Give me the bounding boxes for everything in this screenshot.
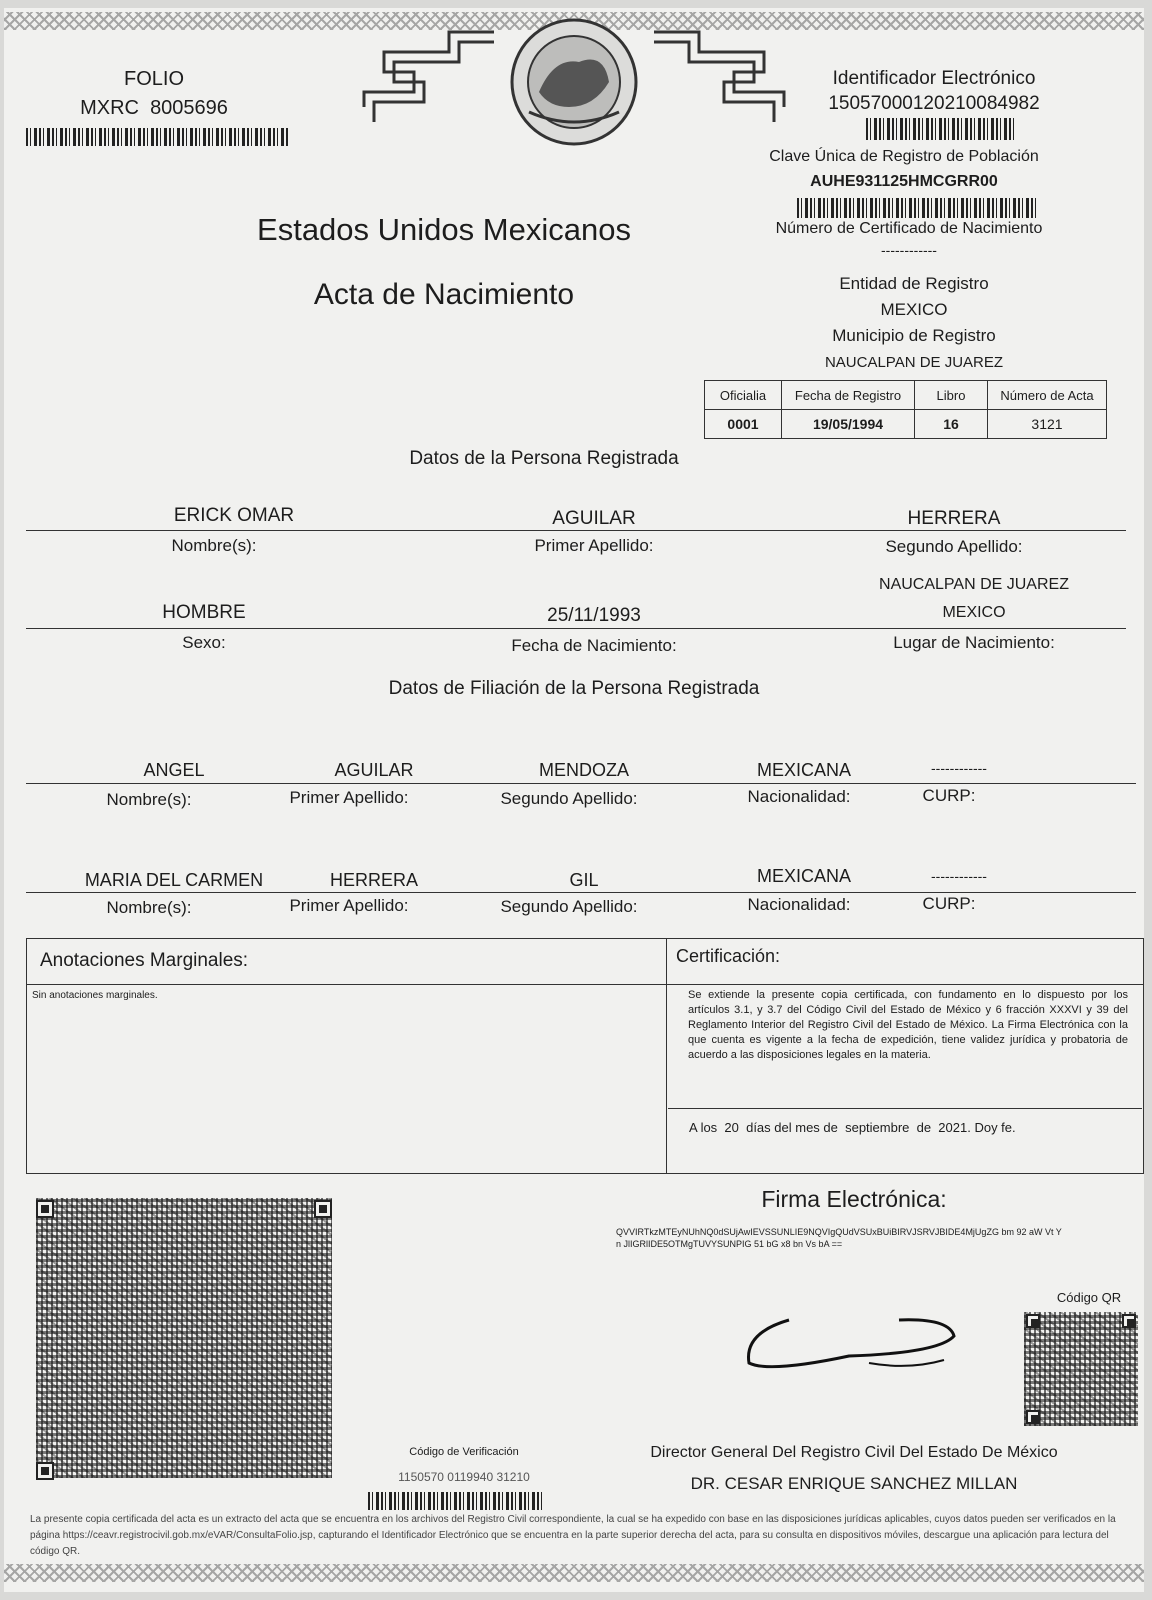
electronic-id-value: 15057000120210084982 — [828, 93, 1040, 114]
person-second-surname: HERRERA — [907, 508, 1001, 529]
national-seal-emblem — [354, 12, 794, 147]
person-first-surname: AGUILAR — [552, 508, 636, 529]
certificate-number-label: Número de Certificado de Nacimiento — [775, 220, 1043, 237]
verification-barcode — [368, 1492, 544, 1510]
table-cell-fecha-registro: 19/05/1994 — [782, 410, 915, 439]
box-divider-vertical — [666, 938, 667, 1174]
first-surname-label: Primer Apellido: — [534, 536, 654, 555]
handwritten-signature — [739, 1308, 969, 1388]
qr-code-label: Código QR — [1056, 1290, 1122, 1305]
curp-label: Clave Única de Registro de Población — [769, 148, 1039, 165]
registration-municipality-value: NAUCALPAN DE JUAREZ — [824, 354, 1004, 371]
verification-code-value: 1150570 0119940 31210 — [398, 1470, 530, 1484]
electronic-signature-hash: QVVIRTkzMTEyNUhNQ0dSUjAwIEVSSUNLIE9NQVIgQUdVSUxBUiBIRVJSRVJBIDE4MjUgZG bm 92 aW Vt Yn JlIGRlIDE5OTMgTUVYSUNPIG 51 bG x8 bn Vs bA == — [616, 1227, 1062, 1249]
table-cell-libro: 16 — [915, 410, 988, 439]
father-curp-label: CURP: — [922, 786, 976, 805]
father-line — [26, 783, 1136, 784]
father-first-surname-label: Primer Apellido: — [289, 788, 409, 807]
person-given-name: ERICK OMAR — [173, 505, 295, 526]
father-nationality-label: Nacionalidad: — [747, 787, 851, 806]
father-second-surname-label: Segundo Apellido: — [500, 789, 638, 808]
given-name-label: Nombre(s): — [171, 536, 257, 555]
certificate-number-value: ------------ — [881, 242, 937, 258]
certification-text: Se extiende la presente copia certificada, con fundamento en lo dispuesto por los artículos 3.1, y 3.7 del Código Civil del Estado de México y 6 fracción XXXVI y 39 del Reglamento Interior del Registro Civil del Estado de México. La Firma Electrónica con la que cuenta es vigente a la fecha de expedición, tiene validez jurídica y probatoria de acuerdo a las disposiciones legales en la materia. — [688, 989, 1128, 1061]
table-header-libro: Libro — [915, 381, 988, 410]
director-title: Director General Del Registro Civil Del Estado De México — [650, 1444, 1058, 1461]
mother-first-surname-label: Primer Apellido: — [289, 896, 409, 915]
father-second-surname: MENDOZA — [539, 760, 629, 780]
electronic-id-barcode — [866, 118, 1016, 140]
person-sex: HOMBRE — [162, 602, 246, 623]
registration-table — [704, 380, 1107, 439]
curp-barcode — [797, 198, 1037, 218]
birthplace-label: Lugar de Nacimiento: — [893, 633, 1055, 652]
box-header-line — [26, 984, 1144, 985]
director-name: DR. CESAR ENRIQUE SANCHEZ MILLAN — [690, 1474, 1018, 1493]
person-name-line — [26, 530, 1126, 531]
mother-curp: ------------ — [931, 868, 987, 884]
birth-date-label: Fecha de Nacimiento: — [511, 636, 677, 655]
birthplace-entity: MEXICO — [942, 604, 1006, 621]
bottom-border-pattern — [4, 1564, 1144, 1582]
certification-date-line — [668, 1108, 1142, 1109]
father-given-name-label: Nombre(s): — [106, 790, 192, 809]
certification-date: A los 20 días del mes de septiembre de 2021. Doy fe. — [689, 1120, 1016, 1135]
father-nationality: MEXICANA — [756, 760, 852, 780]
mother-second-surname: GIL — [569, 870, 599, 890]
mother-line — [26, 892, 1136, 893]
table-header-fecha-registro: Fecha de Registro — [782, 381, 915, 410]
mother-nationality-label: Nacionalidad: — [747, 895, 851, 914]
mother-curp-label: CURP: — [922, 894, 976, 913]
father-given-name: ANGEL — [143, 760, 205, 780]
small-qr-code — [1024, 1312, 1138, 1426]
person-birth-line — [26, 628, 1126, 629]
registration-entity-value: MEXICO — [880, 300, 948, 319]
folio-number: MXRC 8005696 — [80, 97, 228, 119]
main-qr-code — [36, 1198, 332, 1478]
certification-title: Certificación: — [676, 946, 781, 966]
table-header-numero-acta: Número de Acta — [988, 381, 1107, 410]
qr-finder-bottom-left — [36, 1462, 54, 1480]
footer-legal-text: La presente copia certificada del acta es un extracto del acta que se encuentra en los archivos del Registro Civil correspondiente, la cual se ha expedido con base en las disposiciones jurídicas aplicables, cuyos datos pueden ser verificados en la página https://ceavr.registrocivil.gob.mx/eVAR/ConsultaFolio.jsp, capturando el Identificador Electrónico que se encuentra en la parte superior derecha del acta, para su consulta en dispositivos móviles, descargue una aplicación para lectura del código QR. — [30, 1514, 1116, 1557]
mother-given-name-label: Nombre(s): — [106, 898, 192, 917]
qr-finder-top-right — [314, 1200, 332, 1218]
document-title: Acta de Nacimiento — [313, 278, 575, 311]
folio-barcode — [26, 128, 288, 146]
sex-label: Sexo: — [182, 633, 226, 652]
verification-code-label: Código de Verificación — [409, 1446, 519, 1458]
father-curp: ------------ — [931, 760, 987, 776]
electronic-signature-title: Firma Electrónica: — [761, 1186, 947, 1212]
folio-label: FOLIO — [123, 68, 184, 90]
country-title: Estados Unidos Mexicanos — [257, 212, 631, 247]
mother-nationality: MEXICANA — [756, 866, 852, 886]
second-surname-label: Segundo Apellido: — [885, 537, 1023, 556]
birth-certificate — [4, 8, 1144, 1592]
mother-second-surname-label: Segundo Apellido: — [500, 897, 638, 916]
table-cell-oficialia: 0001 — [705, 410, 782, 439]
birthplace-municipality: NAUCALPAN DE JUAREZ — [879, 576, 1069, 593]
mother-given-name: MARIA DEL CARMEN — [84, 870, 264, 890]
filiation-section-title: Datos de Filiación de la Persona Registrada — [388, 678, 760, 699]
annotations-title: Anotaciones Marginales: — [40, 950, 249, 971]
small-qr-finder-top-left — [1026, 1314, 1040, 1328]
qr-finder-top-left — [36, 1200, 54, 1218]
annotations-text: Sin anotaciones marginales. — [32, 990, 158, 1001]
table-cell-numero-acta: 3121 — [988, 410, 1107, 439]
father-first-surname: AGUILAR — [334, 760, 414, 780]
electronic-id-label: Identificador Electrónico — [832, 68, 1036, 89]
person-birth-date: 25/11/1993 — [547, 605, 641, 626]
registration-municipality-label: Municipio de Registro — [832, 326, 996, 345]
small-qr-finder-bottom-left — [1026, 1410, 1040, 1424]
person-section-title: Datos de la Persona Registrada — [409, 448, 679, 469]
registration-entity-label: Entidad de Registro — [839, 274, 989, 293]
mother-first-surname: HERRERA — [329, 870, 418, 890]
table-header-oficialia: Oficialia — [705, 381, 782, 410]
small-qr-finder-top-right — [1122, 1314, 1136, 1328]
curp-value: AUHE931125HMCGRR00 — [810, 173, 998, 190]
